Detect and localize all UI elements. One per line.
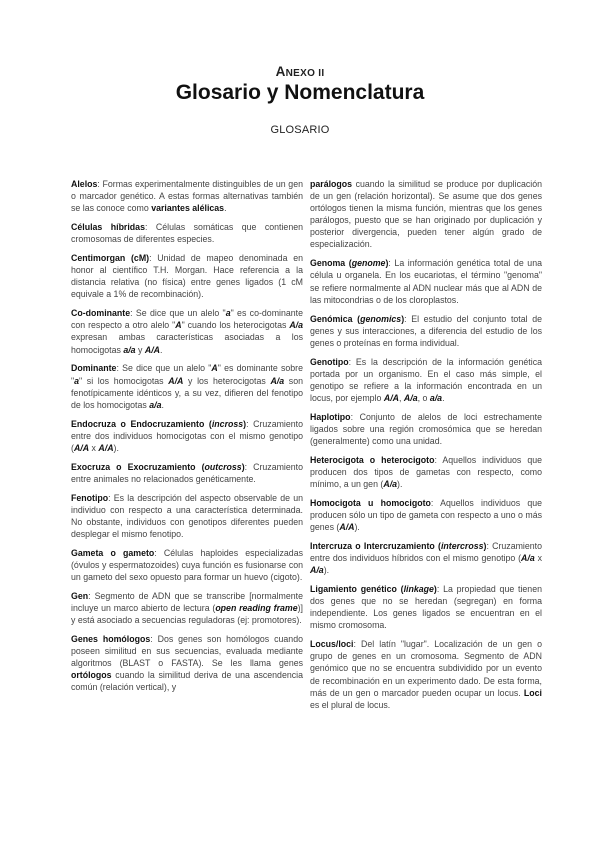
glossary-entry [310, 454, 542, 490]
glossary-term: ) [483, 541, 487, 552]
definition-text: son fenotípicamente idénticos y, a su vez, difieren del fenotipo de los homocigotas [71, 375, 303, 410]
definition-text: ). [323, 565, 330, 576]
glossary-term: Exocruza o Exocruzamiento ( [71, 461, 205, 472]
annex-initial: A [275, 64, 286, 79]
glossary-term: Fenotipo [71, 492, 109, 503]
definition-text: cuando la similitud deriva de una ascendencia común (relación vertical), y [71, 670, 303, 693]
glossary-entry [310, 540, 542, 576]
glossary-entry [71, 547, 303, 583]
emphasis-italic-text: A/a [310, 565, 324, 576]
glossary-term: ) [241, 461, 245, 472]
definition-text: : Se dice que un alelo " [116, 363, 212, 374]
emphasis-italic-text: genomics [360, 313, 402, 324]
glossary-term: Heterocigota o heterocigoto [310, 454, 435, 465]
emphasis-italic-text: a/a [429, 392, 443, 403]
glossary-term: Homocigota u homocigoto [310, 497, 431, 508]
emphasis-italic-text: A/A [168, 375, 184, 386]
glossary-entry [71, 307, 303, 355]
definition-text: : El estudio del conjunto total de genes y sus interacciones, a diferencia del estudio de los genes o proteínas en forma individual. [310, 313, 542, 348]
definition-text: x [89, 442, 99, 453]
definition-text: . [442, 392, 445, 403]
definition-text: , o [417, 392, 430, 403]
definition-text: : La propiedad que tienen dos genes que no se heredan (segregan) en forma independiente. Los genes ligados se encuentran en el mismo cromosoma. [310, 584, 542, 631]
glossary-entry [310, 313, 542, 349]
glossary-column-left [71, 178, 303, 700]
emphasis-italic-text: A [211, 363, 218, 374]
emphasis-italic-text: a [225, 308, 231, 319]
glossary-term: ) [385, 258, 389, 269]
emphasis-italic-text: A [175, 320, 182, 331]
emphasis-italic-text: A/a [270, 375, 285, 386]
glossary-term: Gameta o gameto [71, 547, 155, 558]
emphasis-text: Loci [523, 687, 542, 698]
glossary-entry [310, 583, 542, 631]
glossary-term: Centimorgan (cM) [71, 253, 150, 264]
glossary-term: Co-dominante [71, 308, 131, 319]
page-title: Glosario y Nomenclatura [175, 81, 425, 104]
definition-text: cuando la similitud se produce por duplicación de un gen (relación horizontal). Se asume que dos genes ortólogos tienen la misma función, mientras que los genes parálogos, puesto que se han originado por duplicación y posterior divergencia, pueden tener algún grado de especialización. [310, 179, 542, 250]
emphasis-italic-text: A/A [73, 442, 90, 453]
definition-text: : Cruzamiento entre dos individuos homocigotas con el mismo genotipo ( [71, 418, 303, 453]
definition-text: x [534, 553, 542, 564]
definition-text: " es dominante sobre " [71, 363, 303, 386]
definition-text: : Es la descripción de la información genética portada por un organismo. En el caso más simple, el genotipo se refiere a la información encontrada en un locus, por ejemplo [310, 356, 542, 403]
emphasis-italic-text: outcross [204, 461, 242, 472]
emphasis-italic-text: A/a [383, 479, 398, 490]
definition-text: y [135, 344, 145, 355]
definition-text: : Unidad de mapeo denominada en honor al científico T.H. Morgan. Hace referencia a la distancia relativa (no física) entre genes ligados (1 cM equivale a 1% de recombinación). [71, 253, 303, 300]
annex-label [0, 64, 600, 79]
definition-text: : Se dice que un alelo " [130, 308, 226, 319]
emphasis-text: variantes alélicas [151, 203, 225, 214]
glossary-term: Ligamiento genético ( [310, 584, 404, 595]
emphasis-italic-text: a/a [123, 344, 136, 355]
definition-text: : Segmento de ADN que se transcribe [normalmente incluye un marco abierto de lectura ( [71, 590, 303, 613]
emphasis-italic-text: open reading frame [215, 602, 298, 613]
definition-text: : Aquellos individuos que producen sólo un tipo de gameta con respecto a uno o más genes ( [310, 497, 542, 533]
glossary-term: Genómica ( [310, 313, 361, 324]
definition-text: : Conjunto de alelos de loci estrechamente ligados sobre una región cromosómica que se heredan (generalmente) como una unidad. [310, 411, 542, 446]
definition-text: : Es la descripción del aspecto observable de un individuo con respecto a una característica determinada. No obstante, individuos con genotipos diferentes pueden desplegar el mismo fenotipo. [71, 492, 303, 539]
glossary-term: Genes homólogos [71, 633, 151, 644]
glossary-term: ) [433, 584, 437, 595]
glossary-entry [310, 356, 542, 404]
glossary-entry [71, 221, 303, 245]
emphasis-italic-text: A/A [339, 522, 355, 533]
definition-text: ). [113, 442, 119, 453]
glossary-entry [310, 411, 542, 447]
definition-text: : Cruzamiento entre dos individuos híbridos con el mismo genotipo ( [310, 541, 542, 564]
definition-text: : Formas experimentalmente distinguibles de un gen o marcador genético. A estas formas alternativas también se las conoce como [71, 179, 303, 214]
glossary-term: Locus/loci [310, 639, 354, 650]
page-header [0, 64, 600, 136]
definition-text: : La información genética total de una célula u organela. En los eucariotas, el término "genoma" se refiere normalmente al ADN nuclear más que al ADN de las mitocondrias o de los cloroplastos. [310, 258, 542, 305]
definition-text: " es co-dominante con respecto a otro alelo " [71, 308, 303, 331]
glossary-term: Genoma ( [310, 258, 352, 269]
glossary-entry [71, 252, 303, 300]
definition-text: : Del latín "lugar". Localización de un gen o grupo de genes en un cromosoma. Segmento de ADN genómico que no se encuentra subdividido por un evento de recombinación en un experimento dado. De esta forma, más de un gen o marcador pueden ocupar un locus. [310, 639, 542, 698]
glossary-entry [71, 633, 303, 693]
emphasis-italic-text: A/A [98, 442, 114, 453]
glossary-entry [310, 638, 542, 711]
emphasis-italic-text: a [74, 375, 80, 386]
glossary-term: Genotipo [310, 356, 349, 367]
emphasis-italic-text: genome [351, 258, 386, 269]
emphasis-italic-text: A/A [383, 392, 399, 403]
definition-text: , [399, 392, 404, 403]
glossary-entry [71, 590, 303, 626]
emphasis-italic-text: A/a [521, 553, 535, 564]
glossary-entry [71, 461, 303, 485]
definition-text: : Aquellos individuos que producen dos tipos de gametas con respecto, como mínimo, a un gen ( [310, 454, 542, 490]
definition-text: " cuando los heterocigotas [181, 320, 290, 331]
glossary-entry [71, 492, 303, 540]
emphasis-text: ortólogos [71, 670, 112, 681]
glossary-entry [310, 497, 542, 533]
glossary-entry-continued [310, 178, 542, 251]
glossary-term: ) [401, 313, 405, 324]
definition-text: " si los homocigotas [79, 375, 169, 386]
glossary-term: Gen [71, 590, 89, 601]
glossary-entry [71, 418, 303, 454]
emphasis-italic-text: A/A [144, 344, 161, 355]
emphasis-italic-text: incross [211, 418, 244, 429]
glossary-term: Alelos [71, 179, 98, 189]
definition-text: : Cruzamiento entre animales no relacionados genéticamente. [71, 461, 303, 484]
emphasis-italic-text: linkage [403, 584, 434, 595]
definition-text: y los heterocigotas [183, 375, 271, 386]
emphasis-italic-text: a/a [149, 399, 162, 410]
glossary-term: Células híbridas [71, 222, 145, 233]
emphasis-italic-text: A/a [289, 320, 304, 331]
glossary-entry [71, 362, 303, 410]
definition-text: : Células somáticas que contienen cromosomas de diferentes especies. [71, 222, 303, 245]
glossary-entry [71, 178, 303, 214]
glossary-term: Haplotipo [310, 411, 351, 422]
emphasis-italic-text: intercross [440, 541, 484, 552]
glossary-term: Intercruza o Intercruzamiento ( [310, 541, 441, 552]
definition-text: )] y está asociado a secuencias reguladoras (ej: promotores). [71, 602, 303, 626]
glossary-term: Dominante [71, 363, 117, 374]
definition-text: . [160, 344, 163, 355]
annex-small-caps: NEXO II [285, 68, 325, 79]
section-subtitle: GLOSARIO [270, 124, 330, 136]
definition-text: ). [354, 522, 360, 533]
glossary-column-right [310, 178, 542, 718]
definition-text: . [224, 203, 227, 214]
glossary-entry [310, 257, 542, 305]
definition-text: ). [397, 479, 403, 490]
definition-text: expresan ambas características asociadas a los homocigotas [71, 332, 303, 355]
definition-text: : Dos genes son homólogos cuando poseen similitud en sus secuencias, evaluada mediante algoritmos (BLAST o FASTA). Se les llama genes [71, 633, 303, 669]
emphasis-text: parálogos [310, 179, 353, 189]
glossary-term: ) [243, 418, 247, 429]
definition-text: : Células haploides especializadas (óvulos y espermatozoides) cuya función es fusionarse con un gameto del sexo opuesto para formar un huevo (cigoto). [71, 547, 303, 582]
emphasis-italic-text: A/a [403, 392, 418, 403]
definition-text: es el plural de locus. [310, 699, 391, 710]
glossary-term: Endocruza o Endocruzamiento ( [71, 418, 212, 429]
definition-text: . [161, 399, 164, 410]
